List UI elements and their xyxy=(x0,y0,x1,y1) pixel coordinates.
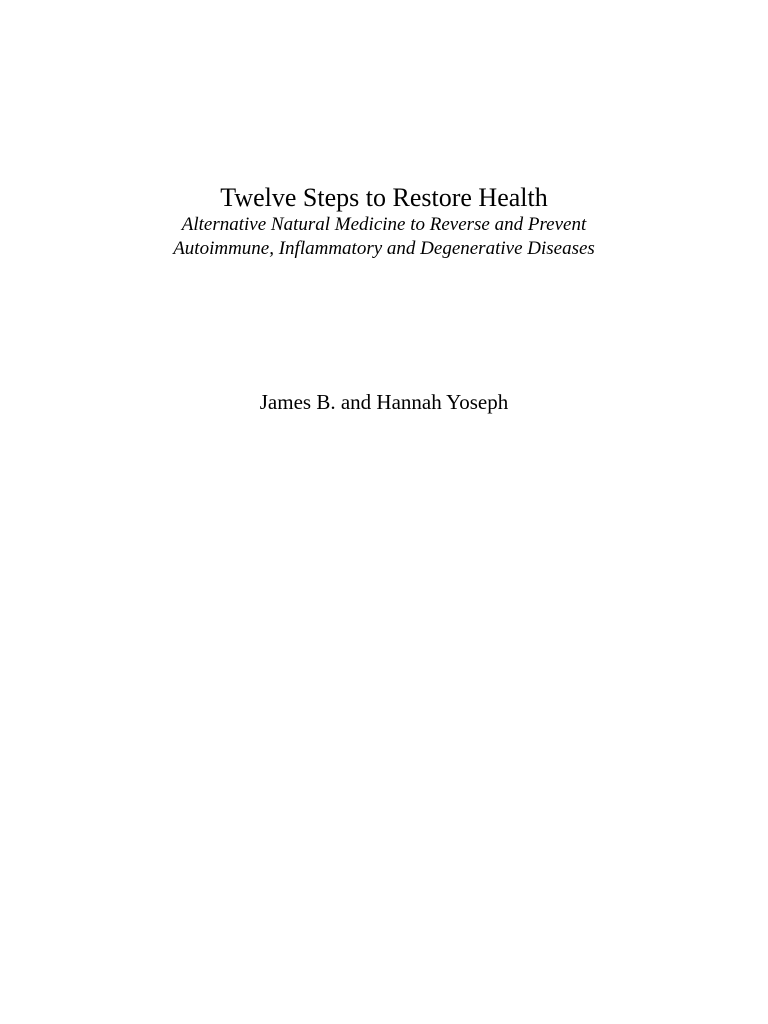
subtitle-line-1: Alternative Natural Medicine to Reverse and Prevent xyxy=(181,214,587,235)
title-block xyxy=(0,183,768,261)
authors: James B. and Hannah Yoseph xyxy=(259,390,509,414)
subtitle-line-2: Autoimmune, Inflammatory and Degenerative Diseases xyxy=(173,238,595,259)
book-title: Twelve Steps to Restore Health xyxy=(220,183,548,212)
